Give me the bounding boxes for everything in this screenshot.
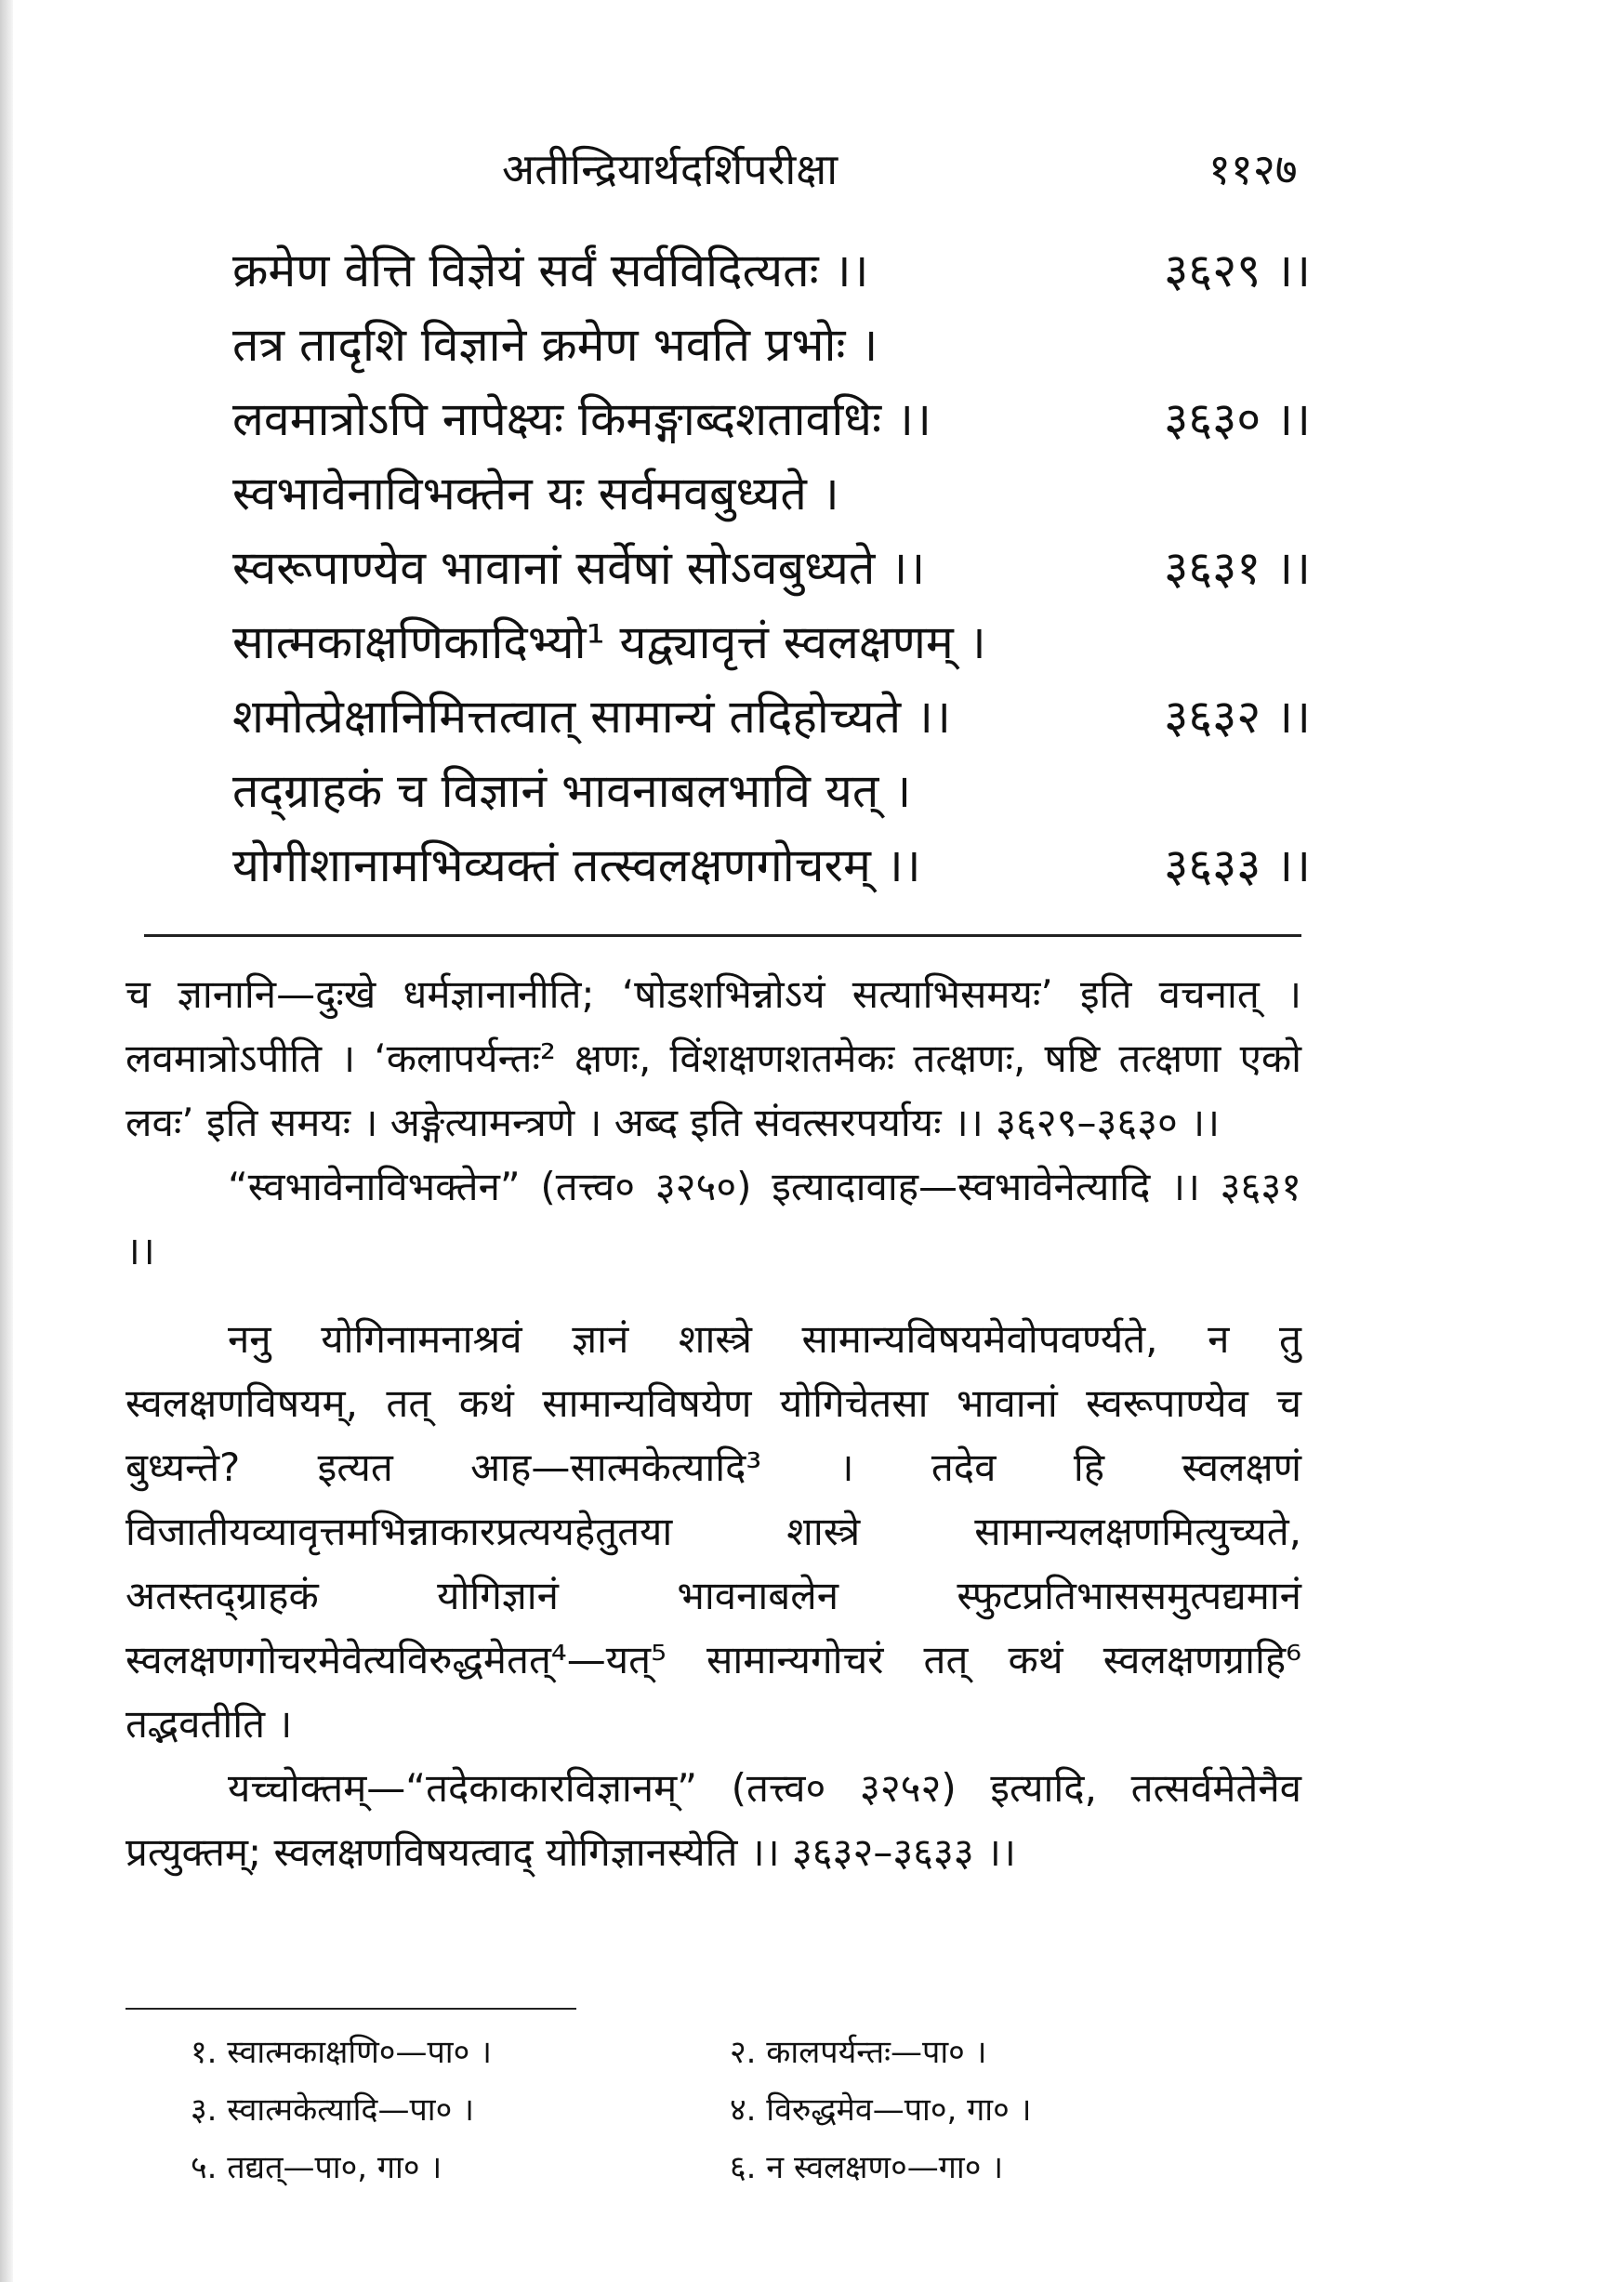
verse-line: [232, 237, 1311, 311]
verse-text: तद्ग्राहकं च विज्ञानं भावनाबलभावि यत् ।: [232, 764, 912, 818]
running-title: अतीन्द्रियार्थदर्शिपरीक्षा: [502, 144, 838, 194]
footnote: ३. स्वात्मकेत्यादि—पा० ।: [191, 2091, 474, 2129]
verse-line: [232, 311, 1311, 386]
verse-block: [232, 237, 1311, 906]
verse-text: योगीशानामभिव्यक्तं तत्स्वलक्षणगोचरम् ।।: [232, 838, 921, 892]
verse-number: ३६२९ ।।: [1164, 244, 1311, 297]
verse-text: तत्र तादृशि विज्ञाने क्रमेण भवति प्रभोः ।: [232, 318, 878, 372]
section-divider: [144, 934, 1301, 937]
commentary-paragraph: च ज्ञानानि—दुःखे धर्मज्ञानानीति; ‘षोडशभिन्नोऽयं सत्याभिसमयः’ इति वचनात् । लवमात्रोऽपीति । ‘कलापर्यन्तः² क्षणः, विंशक्षणशतमेकः तत्क्षणः, षष्टि तत्क्षणा एको लवः’ इति समयः । अङ्गेत्यामन्त्रणे । अब्द इति संवत्सरपर्यायः ।। ३६२९–३६३० ।।: [125, 971, 1301, 1145]
page-edge-shadow: [0, 0, 13, 2282]
footnote: ६. न स्वलक्षण०—गा० ।: [730, 2149, 1004, 2186]
footnote: २. कालपर्यन्तः—पा० ।: [730, 2034, 987, 2071]
footnote-row: [191, 2137, 1120, 2195]
footnote: ५. तद्यत्—पा०, गा० ।: [191, 2149, 442, 2186]
verse-line: [232, 386, 1311, 460]
commentary-paragraph: यच्चोक्तम्—“तदेकाकारविज्ञानम्” (तत्त्व० ३२५२) इत्यादि, तत्सर्वमेतेनैव प्रत्युक्तम्; स्वलक्षणविषयत्वाद् योगिज्ञानस्येति ।। ३६३२–३६३३ ।।: [125, 1765, 1301, 1875]
verse-number: ३६३० ।।: [1164, 392, 1311, 446]
verse-text: स्वरूपाण्येव भावानां सर्वेषां सोऽवबुध्यते ।।: [232, 541, 926, 595]
verse-number: ३६३३ ।।: [1164, 838, 1311, 892]
verse-line: [232, 683, 1311, 758]
footnote-divider: [125, 2008, 576, 2010]
verse-text: स्वभावेनाविभक्तेन यः सर्वमवबुध्यते ।: [232, 467, 839, 521]
verse-line: [232, 832, 1311, 906]
footnotes-block: [191, 2022, 1120, 2195]
commentary-paragraph: “स्वभावेनाविभक्तेन” (तत्त्व० ३२५०) इत्यादावाह—स्वभावेनेत्यादि ।। ३६३१ ।।: [125, 1164, 1301, 1273]
verse-text: क्रमेण वेत्ति विज्ञेयं सर्वं सर्वविदित्यतः ।।: [232, 244, 869, 297]
verse-text: शमोत्प्रेक्षानिमित्तत्वात् सामान्यं तदिहोच्यते ।।: [232, 690, 951, 744]
footnote: १. स्वात्मकाक्षणि०—पा० ।: [191, 2034, 492, 2071]
verse-number: ३६३२ ।।: [1164, 690, 1311, 744]
verse-line: [232, 758, 1311, 832]
footnote-row: [191, 2079, 1120, 2137]
verse-text: लवमात्रोऽपि नापेक्ष्यः किमङ्गाब्दशतावधिः ।।: [232, 392, 931, 446]
commentary-paragraph: ननु योगिनामनाश्रवं ज्ञानं शास्त्रे सामान्यविषयमेवोपवर्ण्यते, न तु स्वलक्षणविषयम्, तत् कथं सामान्यविषयेण योगिचेतसा भावानां स्वरूपाण्येव च बुध्यन्ते? इत्यत आह—सात्मकेत्यादि³ । तदेव हि स्वलक्षणं विजातीयव्यावृत्तमभिन्नाकारप्रत्ययहेतुतया शास्त्रे सामान्यलक्षणमित्युच्यते, अतस्तद्ग्राहकं योगिज्ञानं भावनाबलेन स्फुटप्रतिभाससमुत्पद्यमानं स्वलक्षणगोचरमेवेत्यविरुद्धमेतत्⁴—यत्⁵ सामान्यगोचरं तत् कथं स्वलक्षणग्राहि⁶ तद्भवतीति ।: [125, 1316, 1301, 1747]
verse-number: ३६३१ ।।: [1164, 541, 1311, 595]
verse-line: [232, 609, 1311, 683]
verse-line: [232, 460, 1311, 534]
footnote: ४. विरुद्धमेव—पा०, गा० ।: [730, 2091, 1032, 2129]
page-header: [0, 139, 1624, 204]
verse-line: [232, 534, 1311, 609]
footnote-row: [191, 2022, 1120, 2079]
page-number: ११२७: [1208, 144, 1298, 194]
verse-text: सात्मकाक्षणिकादिभ्यो¹ यद्व्यावृत्तं स्वलक्षणम् ।: [232, 615, 986, 669]
commentary-block: [125, 962, 1301, 1884]
